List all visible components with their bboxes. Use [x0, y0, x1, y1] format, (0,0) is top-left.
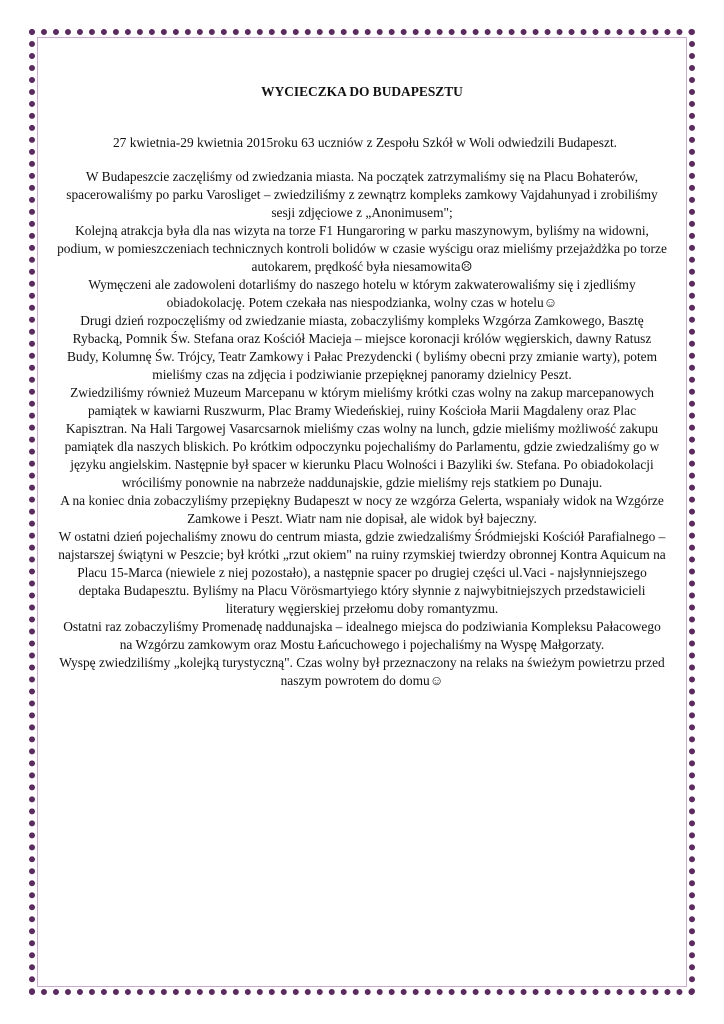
- intro-line: 27 kwietnia-29 kwietnia 2015roku 63 uczniów z Zespołu Szkół w Woli odwiedzili Budapeszt.: [112, 135, 618, 150]
- paragraph-museum: Zwiedziliśmy również Muzeum Marcepanu w którym mieliśmy krótki czas wolny na zakup marcepanowych pamiątek w kawiarni Ruszwurm, Plac Bramy Wiedeńskiej, ruiny Kościoła Marii Magdaleny oraz Plac Kapisztran. Na Hali Targowej Vasarcsarnok mieliśmy czas wolny na lunch, gdzie mieliśmy możliwość zakupu pamiątek dla naszych bliskich. Po krótkim odpoczynku pojechaliśmy do Parlamentu, gdzie zwiedzaliśmy go w języku angielskim. Następnie był spacer w kierunku Placu Wolności i Bazyliki św. Stefana. Po obiadokolacji wróciliśmy ponownie na nabrzeże naddunajskie, gdzie mieliśmy rejs statkiem po Dunaju.: [64, 385, 660, 490]
- paragraph-hotel: Wymęczeni ale zadowoleni dotarliśmy do naszego hotelu w którym zakwaterowaliśmy się i zjedliśmy obiadokolację. Potem czekała nas niespodzianka, wolny czas w hotelu☺: [88, 277, 636, 310]
- paragraph-night-view: A na koniec dnia zobaczyliśmy przepiękny Budapeszt w nocy ze wzgórza Gelerta, wspaniały widok na Wzgórze Zamkowe i Peszt. Wiatr nam nie dopisał, ale widok był bajeczny.: [60, 493, 664, 526]
- article-body: [56, 168, 668, 690]
- paragraph-hungaroring: Kolejną atrakcja była dla nas wizyta na torze F1 Hungaroring w parku maszynowym, byliśmy na widowni, podium, w pomieszczeniach technicznych kontroli bolidów w czasie wyścigu oraz mieliśmy przejażdżka po torze autokarem, prędkość była niesamowita☹: [57, 223, 667, 274]
- paragraph-day-two: Drugi dzień rozpoczęliśmy od zwiedzanie miasta, zobaczyliśmy kompleks Wzgórza Zamkowego, Basztę Rybacką, Pomnik Św. Stefana oraz Kościół Macieja – miejsce koronacji królów węgierskich, dawny Ratusz Budy, Kolumnę Św. Trójcy, Teatr Zamkowy i Pałac Prezydencki ( byliśmy obecni przy zmianie warty), potem mieliśmy czas na zdjęcia i podziwianie przepięknej panoramy dzielnicy Peszt.: [66, 313, 658, 382]
- paragraph-promenade: Ostatni raz zobaczyliśmy Promenadę naddunajska – idealnego miejsca do podziwiania Kompleksu Pałacowego na Wzgórzu zamkowym oraz Mostu Łańcuchowego i pojechaliśmy na Wyspę Małgorzaty.: [63, 619, 661, 652]
- paragraph-island: Wyspę zwiedziliśmy „kolejką turystyczną". Czas wolny był przeznaczony na relaks na świeżym powietrzu przed naszym powrotem do domu☺: [59, 655, 665, 688]
- document-title: WYCIECZKA DO BUDAPESZTU: [261, 84, 463, 99]
- paragraph-last-day: W ostatni dzień pojechaliśmy znowu do centrum miasta, gdzie zwiedzaliśmy Śródmiejski Kościół Parafialnego – najstarszej świątyni w Peszcie; był krótki „rzut okiem" na ruiny rzymskiej twierdzy obronnej Kontra Aquicum na Placu 15-Marca (niewiele z niej pozostało), a następnie spacer po drugiej części ul.Vaci - najsłynniejszego deptaka Budapesztu. Byliśmy na Placu Vörösmartyiego który słynnie z najwybitniejszych przedstawicieli literatury węgierskiej przełomu doby romantyzmu.: [58, 529, 666, 616]
- paragraph-arrival: W Budapeszcie zaczęliśmy od zwiedzania miasta. Na początek zatrzymaliśmy się na Placu Bohaterów, spacerowaliśmy po parku Varosliget – zwiedziliśmy z zewnątrz kompleks zamkowy Vajdahunyad i zrobiliśmy sesji zdjęciowe z „Anonimusem";: [66, 169, 658, 220]
